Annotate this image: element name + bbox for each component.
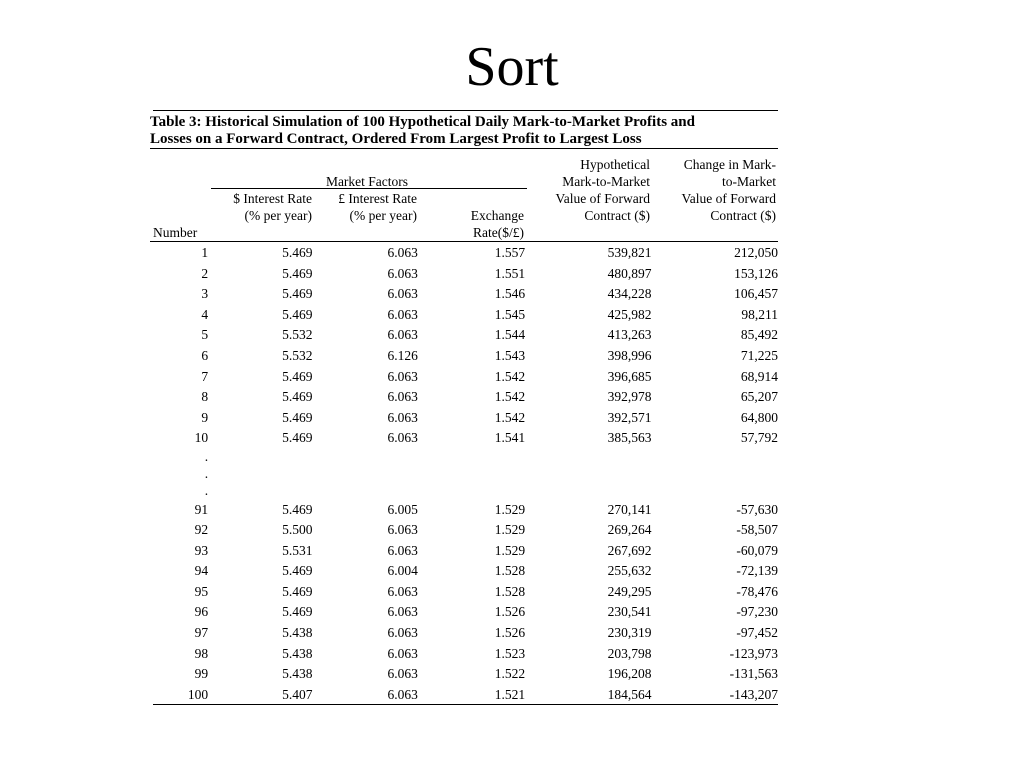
table-cell: 57,792 <box>740 430 778 446</box>
table-cell: 6.063 <box>387 265 418 281</box>
table-cell: 5.407 <box>282 686 313 702</box>
empty-cell <box>525 448 651 465</box>
header-fx-line1: Exchange <box>470 208 524 223</box>
table-cell: 539,821 <box>607 245 652 261</box>
table-cell: 230,319 <box>607 625 652 641</box>
table-cell: 92 <box>194 522 209 538</box>
empty-cell <box>418 448 525 465</box>
header-rule <box>150 241 778 242</box>
table-cell: 1.551 <box>494 265 526 281</box>
table-cell: 392,978 <box>607 389 652 405</box>
table-row <box>150 305 778 326</box>
table-row <box>150 602 778 623</box>
table-row <box>150 623 778 644</box>
table-cell: 5.469 <box>282 501 313 517</box>
table-cell: 96 <box>194 604 209 620</box>
caption-line-1: Table 3: Historical Simulation of 100 Hypothetical Daily Mark-to-Market Profits and <box>150 114 695 130</box>
table-cell: 1.528 <box>494 583 526 599</box>
table-cell: 269,264 <box>607 522 652 538</box>
table-cell: 99 <box>194 666 209 682</box>
table-cell: 6.063 <box>387 522 418 538</box>
table-cell: 1.544 <box>494 327 526 343</box>
table-cell: 6.063 <box>387 542 418 558</box>
table-cell: 212,050 <box>734 245 778 261</box>
table-cell: -58,507 <box>736 522 778 538</box>
table-cell: 5.532 <box>282 348 313 363</box>
header-usd-rate-line1: $ Interest Rate <box>233 191 312 206</box>
table-cell: -131,563 <box>729 666 778 682</box>
table-cell: 5 <box>201 327 209 343</box>
empty-cell <box>525 465 651 482</box>
empty-cell <box>208 482 312 499</box>
table-cell: 203,798 <box>607 645 652 661</box>
header-gbp-rate-line2: (% per year) <box>349 208 417 223</box>
header-number: Number <box>153 225 198 240</box>
table-cell: 1 <box>201 245 209 261</box>
table-cell: -97,452 <box>736 625 778 641</box>
rows-top <box>150 243 778 448</box>
table-row <box>150 243 778 264</box>
empty-cell <box>652 448 778 465</box>
table-cell: 1.526 <box>494 625 526 641</box>
header-gbp-rate-line1: £ Interest Rate <box>338 191 417 206</box>
empty-cell <box>652 482 778 499</box>
empty-cell <box>313 465 418 482</box>
table-cell: 6.063 <box>387 286 418 302</box>
table-cell: 9 <box>201 409 209 425</box>
ellipsis-row <box>150 465 778 482</box>
table-cell: 1.521 <box>494 686 526 702</box>
table-cell: 6.063 <box>387 686 418 702</box>
header-mtm-line3: Value of Forward <box>555 191 650 206</box>
table-row <box>150 684 778 705</box>
ellipsis-row <box>150 448 778 465</box>
table-cell: 98 <box>194 645 209 661</box>
table-cell: 1.522 <box>494 666 526 682</box>
table-row <box>150 284 778 305</box>
table-cell: -57,630 <box>736 501 778 517</box>
table-cell: 255,632 <box>607 563 652 579</box>
table-cell: 5.469 <box>282 306 313 322</box>
table-row <box>150 541 778 562</box>
table-cell: -123,973 <box>729 645 778 661</box>
table-cell: 249,295 <box>607 583 652 599</box>
table-row <box>150 561 778 582</box>
table-cell: 6.063 <box>387 306 418 322</box>
table-cell: 64,800 <box>740 409 778 425</box>
header-fx-line2: Rate($/£) <box>473 225 524 240</box>
table-row <box>150 387 778 408</box>
table-cell: 6 <box>201 348 209 363</box>
table-cell: 5.469 <box>282 265 313 281</box>
table-cell: 95 <box>194 583 209 599</box>
table-cell: 5.438 <box>282 666 313 682</box>
table-row <box>150 325 778 346</box>
table-cell: 100 <box>187 686 209 702</box>
table-cell: 6.063 <box>387 327 418 343</box>
table-cell: 5.469 <box>282 245 313 261</box>
table-cell: 85,492 <box>740 327 778 343</box>
table-cell: 6.063 <box>387 604 418 620</box>
table-cell: 1.526 <box>494 604 526 620</box>
ellipsis-row <box>150 482 778 499</box>
table-cell: 5.438 <box>282 625 313 641</box>
data-table <box>150 243 778 705</box>
header-change-line2: to-Market <box>722 174 776 189</box>
table-cell: 267,692 <box>607 542 652 558</box>
table-row <box>150 499 778 520</box>
table-cell: 10 <box>194 430 209 446</box>
table-cell: 1.529 <box>494 501 526 517</box>
table-cell: 6.005 <box>387 501 418 517</box>
empty-cell <box>418 482 525 499</box>
table-cell: 1.542 <box>494 368 526 384</box>
table-cell: 6.063 <box>387 245 418 261</box>
table-cell: 98,211 <box>741 306 778 322</box>
table-cell: 65,207 <box>740 389 778 405</box>
table-cell: 94 <box>194 563 209 579</box>
table-cell: 6.126 <box>387 348 418 363</box>
slide-title: Sort <box>465 36 559 98</box>
header-mtm-line1: Hypothetical <box>580 157 650 172</box>
rows-ellipsis <box>150 448 778 499</box>
table-cell: -60,079 <box>736 542 778 558</box>
caption-rule <box>150 148 778 149</box>
empty-cell <box>313 482 418 499</box>
table-cell: 425,982 <box>607 306 652 322</box>
table-cell: 1.542 <box>494 389 526 405</box>
table-cell: -143,207 <box>729 686 778 702</box>
empty-cell <box>313 448 418 465</box>
empty-cell <box>208 465 312 482</box>
ellipsis-dot: . <box>204 448 209 464</box>
market-factors-rule <box>211 188 527 189</box>
table-cell: 4 <box>201 306 209 322</box>
table-cell: 106,457 <box>734 286 778 302</box>
table-cell: 6.004 <box>387 563 418 579</box>
table-cell: 3 <box>201 286 209 302</box>
table-cell: 5.469 <box>282 563 313 579</box>
table-cell: 6.063 <box>387 666 418 682</box>
table-cell: 5.500 <box>282 522 313 538</box>
table-cell: 68,914 <box>740 368 778 384</box>
empty-cell <box>525 482 651 499</box>
table-cell: 385,563 <box>607 430 652 446</box>
ellipsis-dot: . <box>204 482 209 498</box>
table-cell: 6.063 <box>387 583 418 599</box>
table-cell: 93 <box>194 542 209 558</box>
table-cell: 5.532 <box>282 327 313 343</box>
table-row <box>150 520 778 541</box>
table-cell: 434,228 <box>607 286 652 302</box>
header-change-line3: Value of Forward <box>681 191 776 206</box>
table-cell: 1.546 <box>494 286 526 302</box>
table-cell: 396,685 <box>607 368 652 384</box>
table-cell: 196,208 <box>607 666 652 682</box>
table-cell: 392,571 <box>607 409 652 425</box>
table-cell: 1.557 <box>494 245 526 261</box>
table-cell: 1.541 <box>494 430 526 446</box>
table-cell: 97 <box>194 625 209 641</box>
table-cell: 7 <box>201 368 209 384</box>
table-cell: -97,230 <box>736 604 778 620</box>
table-cell: 8 <box>201 389 209 405</box>
table-cell: 5.469 <box>282 409 313 425</box>
table-row <box>150 664 778 685</box>
table-cell: 1.529 <box>494 522 526 538</box>
table-cell: 6.063 <box>387 625 418 641</box>
table-cell: 5.469 <box>282 286 313 302</box>
table-cell: 6.063 <box>387 430 418 446</box>
table-cell: 5.438 <box>282 645 313 661</box>
table-bottom-rule <box>153 704 778 705</box>
table-cell: 480,897 <box>607 265 652 281</box>
header-change-line4: Contract ($) <box>710 208 776 223</box>
table-cell: 5.469 <box>282 604 313 620</box>
table-row <box>150 582 778 603</box>
table-cell: 5.531 <box>282 542 313 558</box>
table-cell: 5.469 <box>282 583 313 599</box>
empty-cell <box>208 448 312 465</box>
rows-bottom <box>150 499 778 704</box>
table-cell: 91 <box>194 501 209 517</box>
table-cell: 5.469 <box>282 368 313 384</box>
table-cell: 6.063 <box>387 368 418 384</box>
table-cell: 413,263 <box>607 327 652 343</box>
table-row <box>150 643 778 664</box>
empty-cell <box>652 465 778 482</box>
table-top-rule <box>153 110 778 111</box>
table-cell: 6.063 <box>387 645 418 661</box>
table-caption <box>150 114 778 148</box>
ellipsis-dot: . <box>204 465 209 481</box>
table-cell: 398,996 <box>607 348 652 363</box>
table-cell: 1.528 <box>494 563 526 579</box>
header-market-factors: Market Factors <box>325 174 409 189</box>
table-row <box>150 264 778 285</box>
table-cell: 5.469 <box>282 430 313 446</box>
table-cell: 1.543 <box>494 348 526 363</box>
header-change-line1: Change in Mark- <box>683 157 776 172</box>
table-cell: 1.542 <box>494 409 526 425</box>
table-cell: 1.529 <box>494 542 526 558</box>
table-row <box>150 407 778 428</box>
header-mtm-line2: Mark-to-Market <box>562 174 650 189</box>
header-mtm-line4: Contract ($) <box>584 208 650 223</box>
table-cell: 2 <box>201 265 209 281</box>
table-cell: 71,225 <box>740 348 778 363</box>
table-cell: 6.063 <box>387 409 418 425</box>
table-row <box>150 428 778 449</box>
table-cell: 5.469 <box>282 389 313 405</box>
table-cell: -72,139 <box>736 563 778 579</box>
table-cell: 153,126 <box>734 265 778 281</box>
table-row <box>150 346 778 367</box>
table-cell: 6.063 <box>387 389 418 405</box>
table-cell: 1.545 <box>494 306 526 322</box>
table-row <box>150 366 778 387</box>
table-cell: 1.523 <box>494 645 526 661</box>
empty-cell <box>418 465 525 482</box>
caption-line-2: Losses on a Forward Contract, Ordered From Largest Profit to Largest Loss <box>150 131 642 147</box>
table-cell: 270,141 <box>607 501 652 517</box>
table-cell: 184,564 <box>607 686 652 702</box>
header-usd-rate-line2: (% per year) <box>244 208 312 223</box>
table-cell: 230,541 <box>607 604 652 620</box>
table-cell: -78,476 <box>736 583 778 599</box>
